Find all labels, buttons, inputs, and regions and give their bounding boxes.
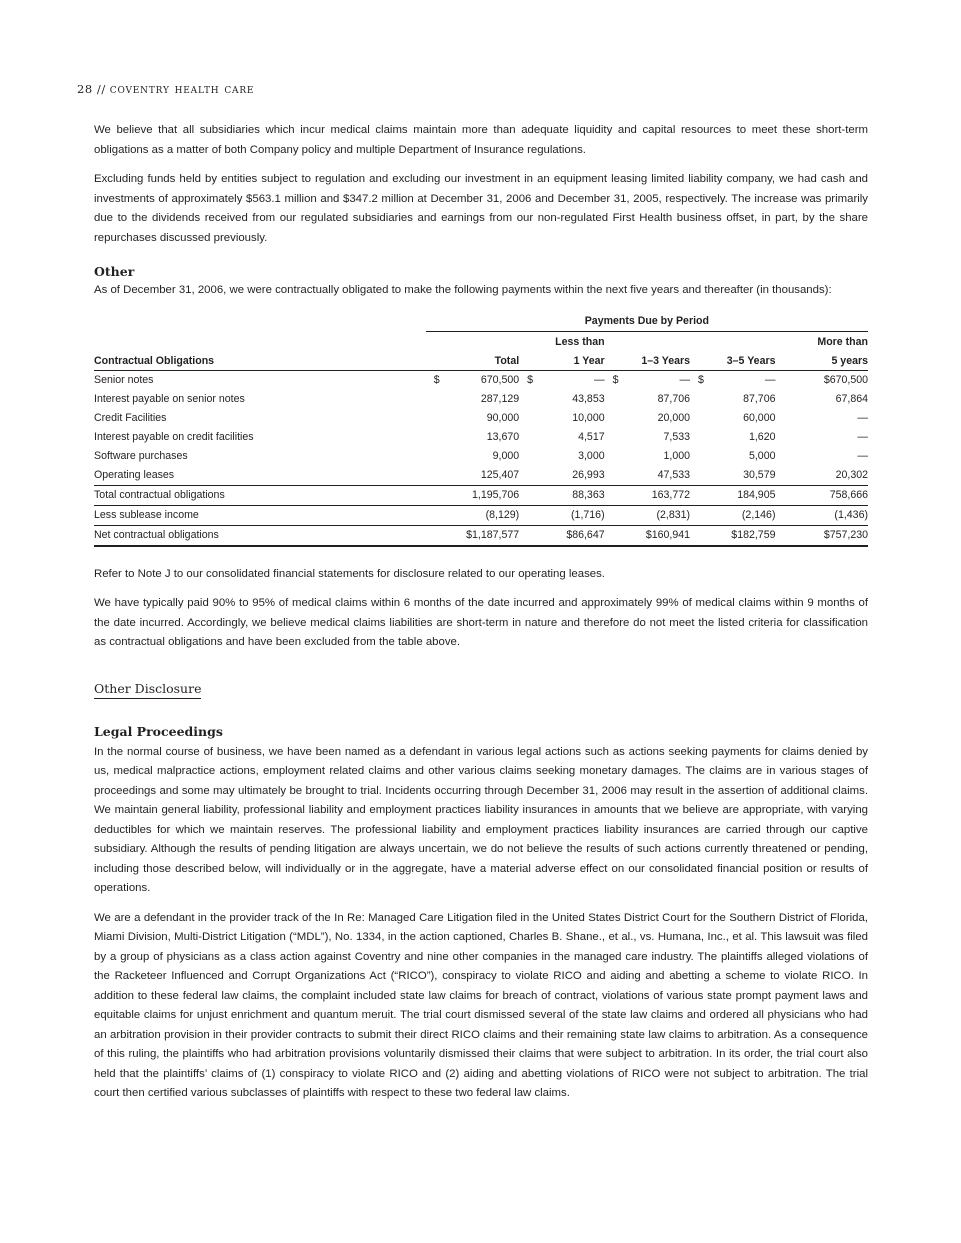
cell-y13: $160,941 [605,525,690,546]
cell-y13: 7,533 [663,431,691,443]
cell-total: 1,195,706 [426,485,519,505]
total-row [94,485,868,505]
row-label: Senior notes [94,374,154,386]
cell-total: $1,187,577 [426,525,519,546]
cell-mt5: — [857,431,868,443]
cell-total: 9,000 [492,450,520,462]
cell-mt5: $670,500 [823,374,868,386]
cell-y35: 5,000 [748,450,776,462]
paragraph-medical-claims: We have typically paid 90% to 95% of medical claims within 6 months of the date incurred and approximately 99% of medical claims within 9 months of the date incurred. Accordingly, we believe medical claims liabilities are short-term in nature and therefore do not meet the listed criteria for classification as contractual obligations and have been excluded from the table above. [94,597,868,648]
row-label: Total contractual obligations [94,485,426,505]
cell-y13: (2,831) [605,505,690,525]
cell-total: 287,129 [480,393,520,405]
cell-y13: 87,706 [657,393,691,405]
sublease-row [94,505,868,525]
cell-y13: 1,000 [663,450,691,462]
cell-total: (8,129) [426,505,519,525]
row-label: Interest payable on credit facilities [94,431,254,443]
cell-lt1: 4,517 [578,431,605,443]
cell-lt1: (1,716) [519,505,604,525]
row-label: Operating leases [94,469,175,481]
cell-y13: 20,000 [657,412,691,424]
cell-y35: 87,706 [743,393,776,405]
cell-mt5: 758,666 [775,485,868,505]
cell-lt1: — [594,374,605,386]
cell-lt1: 26,993 [572,469,605,481]
cell-total: 125,407 [480,469,520,481]
section-heading-legal-proceedings: Legal Proceedings [94,723,223,739]
dollar-sign: $ [612,374,619,386]
col-less-than-line2: 1 Year [519,352,604,371]
cell-mt5: 20,302 [835,469,868,481]
company-name: coventry health care [109,82,255,97]
dollar-sign: $ [698,374,704,386]
row-label: Interest payable on senior notes [94,393,245,405]
cell-total: 670,500 [480,374,520,386]
page-number: 28 [77,82,93,96]
cell-lt1: 3,000 [578,450,605,462]
cell-y13: — [679,374,691,386]
page-header [77,82,254,97]
cell-y35: 1,620 [748,431,776,443]
cell-lt1: 10,000 [572,412,605,424]
col-1-3-years: 1–3 Years [605,352,690,371]
row-label: Software purchases [94,450,188,462]
row-label: Less sublease income [94,505,426,525]
cell-y13: 47,533 [657,469,691,481]
paragraph-obligations-intro: As of December 31, 2006, we were contractually obligated to make the following payments within the next five years and thereafter (in thousands): [94,284,832,296]
table-row [94,370,868,390]
table-row [94,428,868,447]
row-label: Credit Facilities [94,412,167,424]
cell-mt5: — [857,450,868,462]
cell-mt5: $757,230 [775,525,868,546]
cell-y35: — [764,374,776,386]
paragraph-legal-2: We are a defendant in the provider track of the In Re: Managed Care Litigation filed in the United States District Court for the Southern District of Florida, Miami Division, Multi-District Litigation (“MDL”), No. 1334, in the action captioned, Charles B. Shane., et al., vs. Humana, Inc., et al. This lawsuit was filed by a group of physicians as a class action against Coventry and nine other companies in the managed care industry. The plaintiffs alleged violations of the Racketeer Influenced and Corrupt Organizations Act (“RICO”), conspiracy to violate RICO and aiding and abetting a scheme to violate RICO. In addition to these federal law claims, the complaint included state law claims for breach of contract, violations of various state prompt payment laws and equitable claims for unjust enrichment and quantum meruit. The trial court dismissed several of the state law claims and ordered all physicians who had an arbitration provision in their provider contracts to submit their direct RICO claims and their remaining state law claims to arbitration. As a consequence of this ruling, the plaintiffs who had arbitration provisions voluntarily dismissed their claims that were subject to arbitration. In its order, the trial court also held that the plaintiffs’ claims of (1) conspiracy to violate RICO and (2) aiding and abetting violations of RICO were not subject to arbitration. The trial court then certified various subclasses of plaintiffs with respect to these two federal law claims. [94,911,868,1099]
col-less-than-line1: Less than [555,335,605,348]
cell-lt1: 88,363 [519,485,604,505]
cell-y35: 60,000 [743,412,776,424]
paragraph-note-j: Refer to Note J to our consolidated financial statements for disclosure related to our operating leases. [94,567,605,580]
main-content [94,121,868,1114]
dollar-sign: $ [527,374,534,386]
cell-y35: $182,759 [690,525,775,546]
cell-mt5: (1,436) [775,505,868,525]
cell-total: 90,000 [486,412,520,424]
cell-mt5: 67,864 [835,393,868,405]
cell-total: 13,670 [486,431,520,443]
cell-y35: (2,146) [690,505,775,525]
cell-y13: 163,772 [605,485,690,505]
payments-due-header: Payments Due by Period [426,311,868,332]
cell-y35: 184,905 [690,485,775,505]
col-total: Total [426,352,519,371]
section-heading-other-disclosure: Other Disclosure [94,681,201,699]
section-heading-other: Other [94,264,135,279]
net-row [94,525,868,546]
paragraph-liquidity: We believe that all subsidiaries which incur medical claims maintain more than adequate liquidity and capital resources to meet these short-term obligations as a matter of both Company policy and multiple Department of Insurance regulations. [94,124,868,156]
paragraph-legal-1: In the normal course of business, we have been named as a defendant in various legal actions such as actions seeking payments for claims denied by us, medical malpractice actions, employment related claims and other various claims seeking monetary damages. The claims are in various stages of proceedings and some may ultimately be brought to trial. Incidents occurring through December 31, 2006 may result in the assertion of additional claims. We maintain general liability, professional liability and employment practices liability insurances in amounts that we believe are appropriate, with varying deductibles for which we maintain reserves. The professional liability and employment practices liability insurances are carried through our captive subsidiary. Although the results of pending litigation are always uncertain, we do not believe the results of such actions currently threatened or pending, including those described below, will individually or in the aggregate, have a material adverse effect on our consolidated financial position or results of operations. [94,745,868,894]
table-row [94,447,868,466]
table-row [94,390,868,409]
table-row [94,466,868,486]
cell-lt1: 43,853 [572,393,605,405]
dollar-sign: $ [433,374,440,386]
col-3-5-years: 3–5 Years [690,352,775,371]
col-contractual-obligations: Contractual Obligations [94,352,426,371]
header-separator: // [96,82,106,96]
table-row [94,409,868,428]
cell-mt5: — [857,412,868,424]
col-more-than-line1: More than [817,335,868,348]
col-more-than-line2: 5 years [775,352,868,371]
cell-lt1: $86,647 [519,525,604,546]
contractual-obligations-table [94,311,868,547]
row-label: Net contractual obligations [94,525,426,546]
cell-y35: 30,579 [743,469,776,481]
paragraph-cash-investments: Excluding funds held by entities subject to regulation and excluding our investment in an equipment leasing limited liability company, we had cash and investments of approximately $563.1 million and $347.2 million at December 31, 2006 and December 31, 2005, respectively. The increase was primarily due to the dividends received from our regulated subsidiaries and earnings from our non-regulated First Health business offset, in part, by the share repurchases discussed previously. [94,173,868,244]
